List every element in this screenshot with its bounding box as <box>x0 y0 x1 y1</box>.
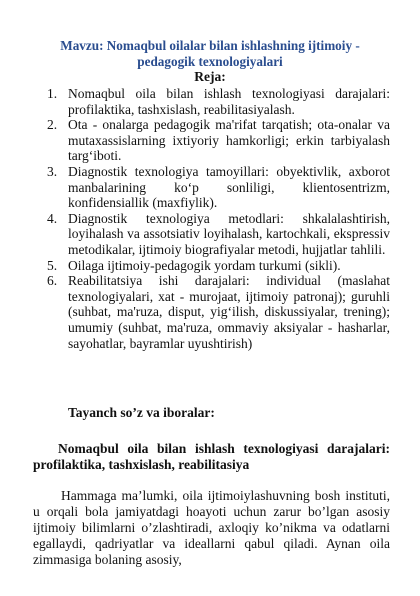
plan-item-number: 1. <box>47 86 58 101</box>
keywords-heading: Tayanch so’z va iboralar: <box>68 405 215 420</box>
plan-item-number: 3. <box>47 163 58 179</box>
plan-item-6 <box>47 273 390 351</box>
plan-item-number: 6. <box>47 273 58 289</box>
plan-heading: Reja: <box>194 69 226 84</box>
plan-item-2 <box>47 117 390 164</box>
plan-item-5 <box>47 258 390 274</box>
plan-item-text: Nomaqbul oila bilan ishlash texnologiyasi darajalari: profilaktika, tashxislash, reabilitasiyalash. <box>68 86 390 117</box>
plan-item-number: 2. <box>47 117 58 133</box>
plan-item-text: Reabilitatsiya ishi darajalari: individual (maslahat texnologiyalari, xat - murojaat, ijtimoiy patronaj); guruhli (suhbat, ma'ruza, disput, yig‘ilish, diskussiyalar, trening); umumiy (suhbat, ma'ruza, ommaviy aksiyalar - hasharlar, sayohatlar, bayramlar uyushtirish) <box>68 273 390 351</box>
plan-item-4 <box>47 211 390 258</box>
plan-item-text: Diagnostik texnologiya tamoyillari: obyektivlik, axborot manbalarining ko‘p sonliligi, klientosentrizm, konfidensiallik (maxfiylik). <box>68 163 390 211</box>
body-paragraph: Hammaga ma’lumki, oila ijtimoiylashuvning bosh instituti, u orqali bola jamiyatdagi hoayoti uchun zarur bo’lgan asosiy ijtimoiy bilimlarni o’zlashtiradi, axloqiy ko’nikma va odatlarni egallaydi, qadriyatlar va ideallarni qabul qiladi. Aynan oila zimmasiga bolaning asosiy, <box>33 488 390 567</box>
plan-item-number: 4. <box>47 210 58 226</box>
plan-item-text: Diagnostik texnologiya metodlari: shkalalashtirish, loyihalash va assotsiativ loyihalash, kartochkali, ekspressiv metodikalar, ijtimoiy biografiyalar metodi, hujjatlar tahlili. <box>68 210 390 257</box>
plan-item-text: Oilaga ijtimoiy-pedagogik yordam turkumi (sikli). <box>68 257 341 273</box>
plan-item-number: 5. <box>47 257 58 273</box>
section-heading: Nomaqbul oila bilan ishlash texnologiyasi darajalari: profilaktika, tashxislash, reabilitasiya <box>33 441 390 472</box>
plan-item-3 <box>47 164 390 211</box>
plan-item-text: Ota - onalarga pedagogik ma'rifat tarqatish; ota-onalar va mutaxassislarning ixtiyoriy hamkorligi; erkin tarbiyalash targ‘iboti. <box>68 117 390 164</box>
plan-list <box>47 86 390 351</box>
plan-item-1 <box>47 86 390 117</box>
document-title: Mavzu: Nomaqbul oilalar bilan ishlashning ijtimoiy - pedagogik texnologiyalari <box>60 38 360 69</box>
